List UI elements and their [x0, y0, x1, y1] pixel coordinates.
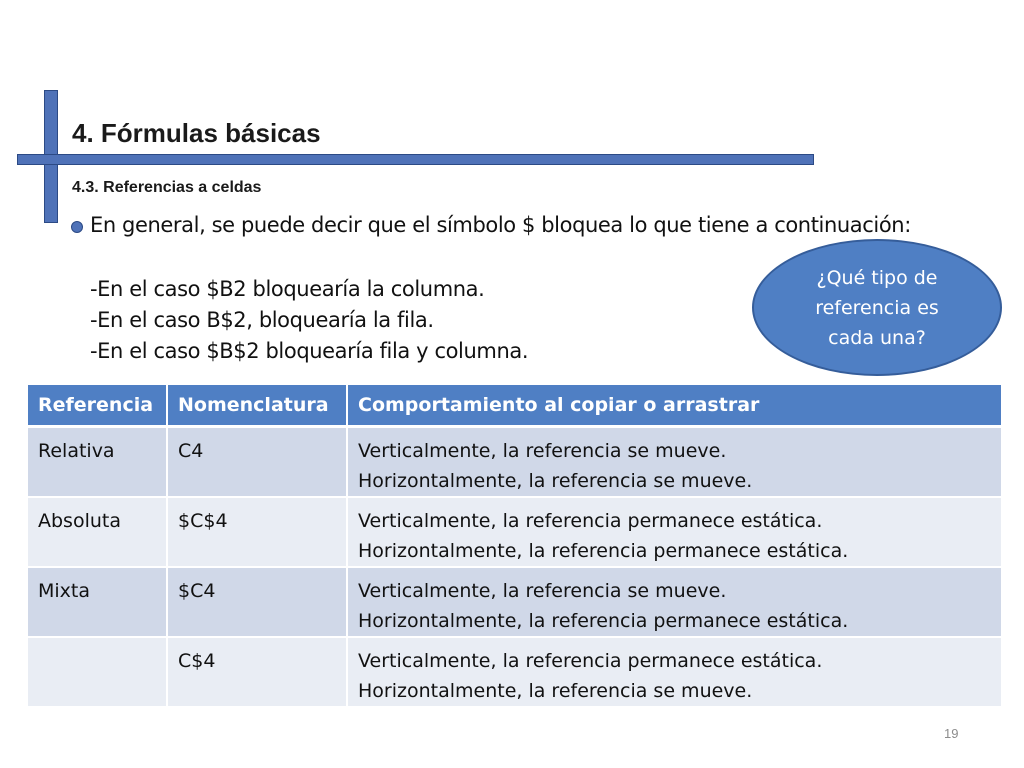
behavior-line-vertical: Verticalmente, la referencia se mueve.: [358, 580, 727, 602]
behavior-line-horizontal: Horizontalmente, la referencia permanece estática.: [358, 610, 849, 632]
slide-title: 4. Fórmulas básicas: [72, 118, 321, 148]
question-callout: [752, 239, 1002, 376]
table-header-row: [28, 385, 1002, 427]
cell-comportamiento: [347, 427, 1002, 498]
cell-referencia: Absoluta: [28, 497, 167, 567]
table-row: [28, 497, 1002, 567]
header-comportamiento: Comportamiento al copiar o arrastrar: [347, 385, 1002, 427]
body-line-3: -En el caso $B$2 bloquearía fila y columna.: [90, 339, 529, 363]
behavior-line-horizontal: Horizontalmente, la referencia permanece estática.: [358, 540, 849, 562]
cell-nomenclatura: C4: [167, 427, 347, 498]
title-horizontal-bar: [17, 154, 814, 165]
behavior-line-vertical: Verticalmente, la referencia se mueve.: [358, 440, 727, 462]
table-row: [28, 427, 1002, 498]
cell-comportamiento: [347, 567, 1002, 637]
behavior-line-vertical: Verticalmente, la referencia permanece estática.: [358, 650, 823, 672]
cell-comportamiento: [347, 497, 1002, 567]
cell-nomenclatura: C$4: [167, 637, 347, 707]
behavior-line-vertical: Verticalmente, la referencia permanece estática.: [358, 510, 823, 532]
body-line-1: -En el caso $B2 bloquearía la columna.: [90, 277, 485, 301]
cell-referencia: Mixta: [28, 567, 167, 637]
page-number: 19: [944, 726, 959, 741]
references-table: [28, 385, 1003, 708]
cell-comportamiento: [347, 637, 1002, 707]
header-referencia: Referencia: [28, 385, 167, 427]
slide-subtitle: 4.3. Referencias a celdas: [72, 179, 262, 196]
behavior-line-horizontal: Horizontalmente, la referencia se mueve.: [358, 470, 753, 492]
header-nomenclatura: Nomenclatura: [167, 385, 347, 427]
cell-referencia: Relativa: [28, 427, 167, 498]
cell-nomenclatura: $C$4: [167, 497, 347, 567]
body-line-2: -En el caso B$2, bloquearía la fila.: [90, 308, 434, 332]
bullet-text: En general, se puede decir que el símbolo $ bloquea lo que tiene a continuación:: [90, 213, 911, 237]
cell-nomenclatura: $C4: [167, 567, 347, 637]
table-row: [28, 637, 1002, 707]
behavior-line-horizontal: Horizontalmente, la referencia se mueve.: [358, 680, 753, 702]
question-callout-text: ¿Qué tipo de referencia es cada una?: [815, 266, 939, 349]
bullet-icon: [71, 221, 83, 233]
cell-referencia: [28, 637, 167, 707]
table-row: [28, 567, 1002, 637]
